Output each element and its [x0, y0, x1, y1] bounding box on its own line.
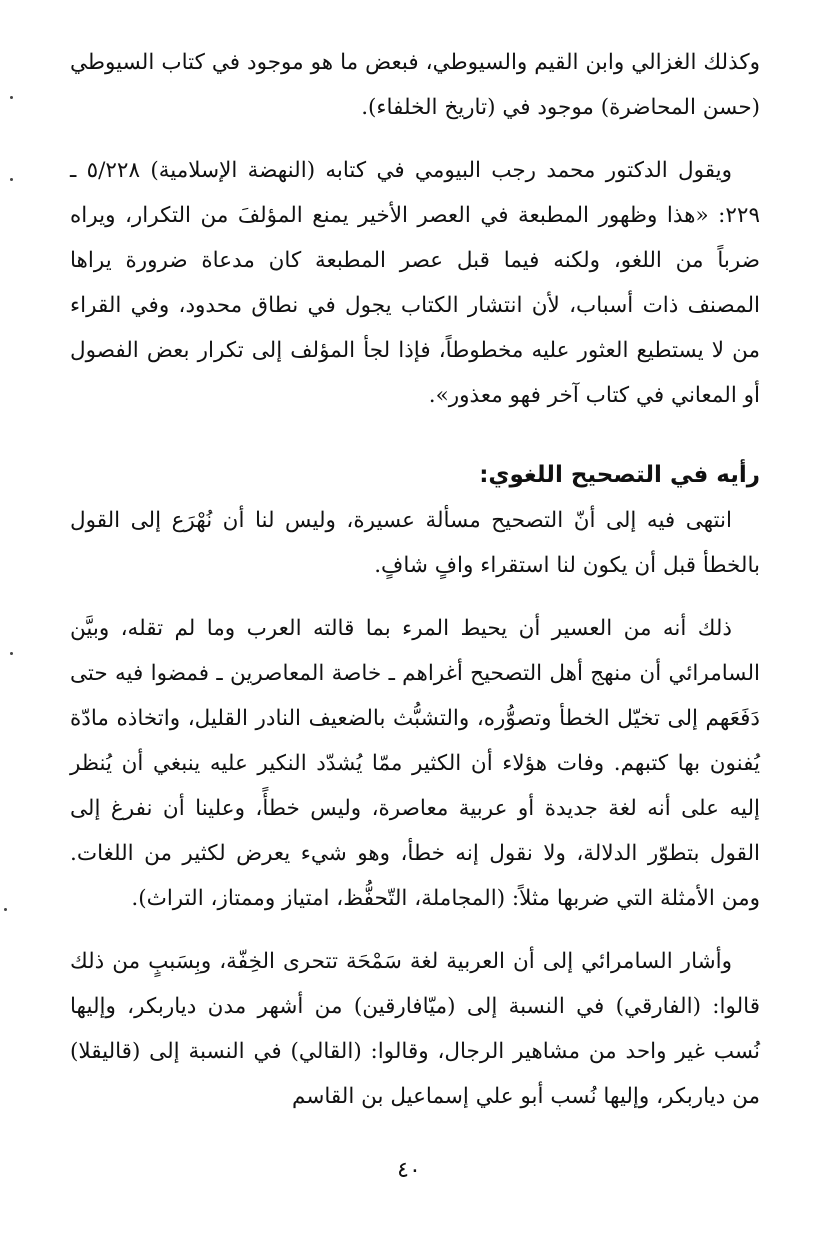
- margin-mark: [10, 652, 13, 655]
- page-number: ٤٠: [397, 1158, 421, 1183]
- margin-mark: [10, 96, 13, 99]
- margin-mark: [4, 908, 7, 911]
- paragraph-1: وكذلك الغزالي وابن القيم والسيوطي، فبعض ما هو موجود في كتاب السيوطي (حسن المحاضرة) موجود في (تاريخ الخلفاء).: [70, 50, 760, 120]
- paragraph-3: انتهى فيه إلى أنّ التصحيح مسألة عسيرة، وليس لنا أن نُهْرَع إلى القول بالخطأ قبل أن يكون لنا استقراء وافٍ شافٍ.: [70, 508, 760, 578]
- paragraph-4: ذلك أنه من العسير أن يحيط المرء بما قالته العرب وما لم تقله، وبيَّن السامرائي أن منهج أهل التصحيح أغراهم ـ خاصة المعاصرين ـ فمضوا فيه حتى دَفَعَهم إلى تخيّل الخطأ وتصوُّره، والتشبُّث بالضعيف النادر القليل، واتخاذه مادّة يُفنون بها كتبهم. وفات هؤلاء أن الكثير ممّا يُشدّد النكير عليه ينبغي أن يُنظر إليه على أنه لغة جديدة أو عربية معاصرة، وليس خطأً، وعلينا أن نفرغ إلى القول بتطوّر الدلالة، ولا نقول إنه خطأ، وهو شيء يعرض لكثير من اللغات. ومن الأمثلة التي ضربها مثلاً: (المجاملة، التّحفُّظ، امتياز وممتاز، التراث).: [70, 616, 760, 911]
- page-body: [70, 40, 760, 1220]
- paragraph-5: وأشار السامرائي إلى أن العربية لغة سَمْحَة تتحرى الخِفّة، وبِسَببٍ من ذلك قالوا: (الفارقي) في النسبة إلى (ميّافارقين) من أشهر مدن دياربكر، وإليها نُسب غير واحد من مشاهير الرجال، وقالوا: (القالي) في النسبة إلى (قاليقلا) من دياربكر، وإليها نُسب أبو علي إسماعيل بن القاسم: [70, 949, 760, 1109]
- section-heading: رأيه في التصحيح اللغوي:: [479, 462, 760, 488]
- paragraph-2: ويقول الدكتور محمد رجب البيومي في كتابه (النهضة الإسلامية) ٥/٢٢٨ ـ ٢٢٩: «هذا وظهور المطبعة في العصر الأخير يمنع المؤلفَ من التكرار، ويراه ضرباً من اللغو، ولكنه فيما قبل عصر المطبعة كان مدعاة ضرورة يراها المصنف ذات أسباب، لأن انتشار الكتاب يجول في نطاق محدود، وفي القراء من لا يستطيع العثور عليه مخطوطاً، فإذا لجأ المؤلف إلى تكرار بعض الفصول أو المعاني في كتاب آخر فهو معذور».: [70, 158, 760, 408]
- margin-mark: [10, 178, 13, 181]
